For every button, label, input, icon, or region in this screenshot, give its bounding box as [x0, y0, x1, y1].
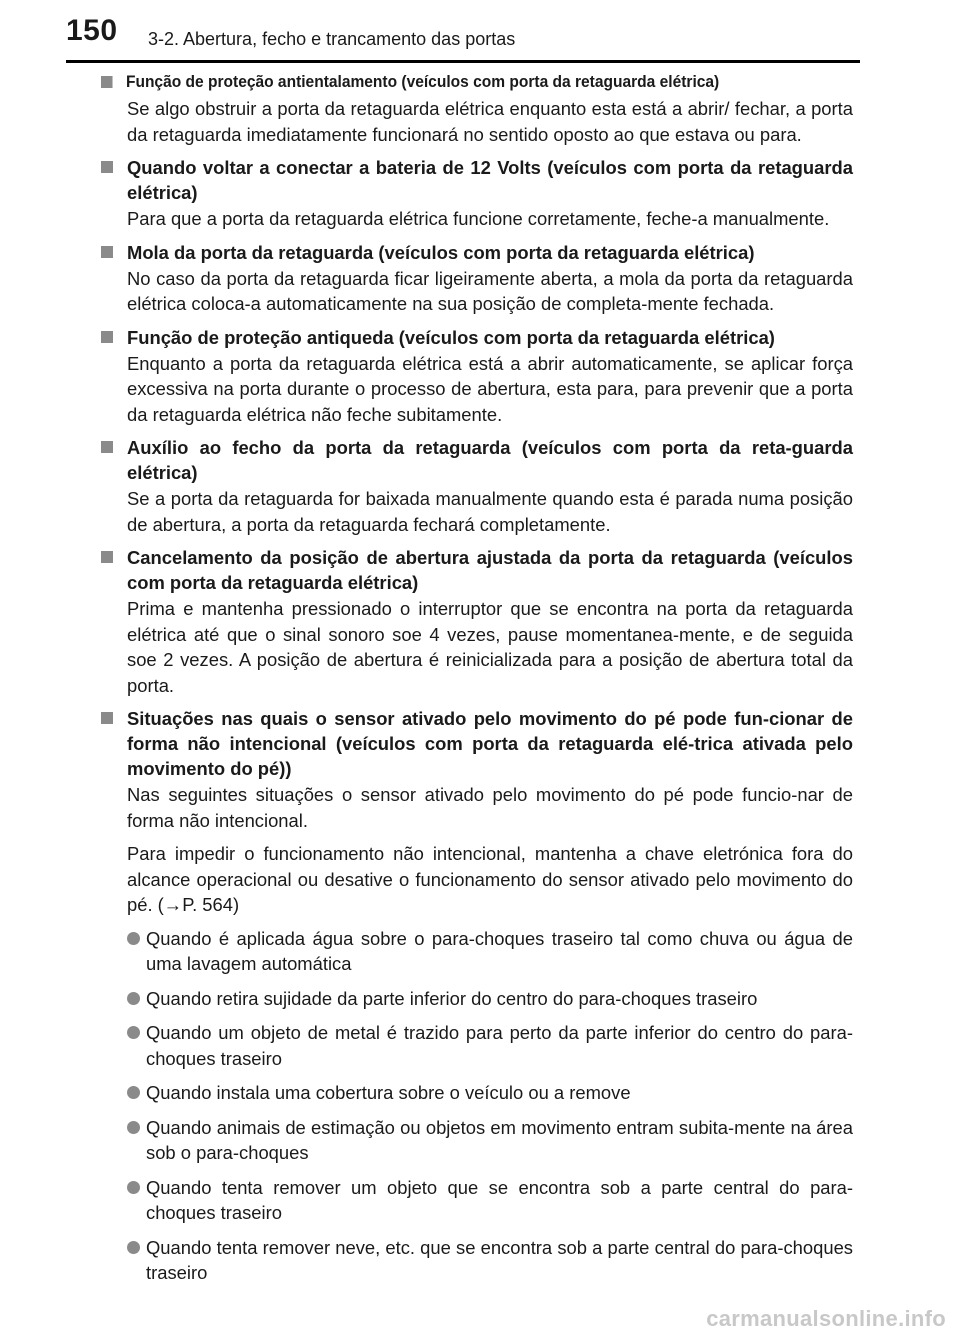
round-bullet-icon	[127, 1086, 140, 1099]
chapter-title: 3-2. Abertura, fecho e trancamento das portas	[148, 29, 516, 49]
section-paragraph: Se algo obstruir a porta da retaguarda elétrica enquanto esta está a abrir/ fechar, a porta da retaguarda imediatamente funcionará no sentido oposto ao que estava ou para.	[127, 98, 853, 145]
section-heading: Função de proteção antiqueda (veículos com porta da retaguarda elétrica)	[101, 325, 853, 350]
section-cancel-open-position	[101, 545, 853, 698]
list-item: Quando é aplicada água sobre o para-choques traseiro tal como chuva ou água de uma lavagem automática	[101, 926, 853, 977]
list-item: Quando instala uma cobertura sobre o veículo ou a remove	[101, 1080, 853, 1106]
page-number: 150	[66, 14, 118, 47]
section-battery-reconnect	[101, 155, 853, 232]
square-bullet-icon	[101, 76, 113, 88]
section-heading: Situações nas quais o sensor ativado pelo movimento do pé pode fun-cionar de forma não intencional (veículos com porta da retaguarda elé-trica ativada pelo movimento do pé))	[101, 706, 853, 781]
page-content	[101, 70, 853, 1295]
section-heading: Cancelamento da posição de abertura ajustada da porta da retaguarda (veículos com porta da retaguarda elétrica)	[101, 545, 853, 595]
round-bullet-icon	[127, 1026, 140, 1039]
list-item: Quando tenta remover neve, etc. que se encontra sob a parte central do para-choques traseiro	[101, 1235, 853, 1286]
list-item: Quando tenta remover um objeto que se encontra sob a parte central do para-choques traseiro	[101, 1175, 853, 1226]
round-bullet-icon	[127, 1241, 140, 1254]
watermark: carmanualsonline.info	[706, 1306, 946, 1331]
list-item: Quando um objeto de metal é trazido para perto da parte inferior do centro do para-choques traseiro	[101, 1020, 853, 1071]
section-paragraph: Enquanto a porta da retaguarda elétrica está a abrir automaticamente, se aplicar força excessiva na porta durante o processo de abertura, esta para, para prevenir que a porta da retaguarda elétrica não feche subitamente.	[127, 352, 853, 425]
section-heading: Função de proteção antientalamento (veículos com porta da retaguarda elétrica)	[101, 70, 823, 95]
round-bullet-icon	[127, 1181, 140, 1194]
section-kick-sensor	[101, 706, 853, 1286]
section-anti-drop	[101, 325, 853, 428]
square-bullet-icon	[101, 441, 113, 453]
section-paragraph: Nas seguintes situações o sensor ativado pelo movimento do pé pode funcio-nar de forma não intencional.	[127, 784, 853, 831]
list-item: Quando animais de estimação ou objetos em movimento entram subita-mente na área sob o para-choques	[101, 1115, 853, 1166]
section-closing-assist	[101, 435, 853, 537]
bullet-list	[101, 926, 853, 1286]
section-paragraph: Se a porta da retaguarda for baixada manualmente quando esta é parada numa posição de abertura, a porta da retaguarda fechará completamente.	[127, 488, 853, 535]
square-bullet-icon	[101, 161, 113, 173]
section-door-spring	[101, 240, 853, 317]
section-paragraph: No caso da porta da retaguarda ficar ligeiramente aberta, a mola da porta da retaguarda elétrica coloca-a automaticamente na sua posição de completa-mente fechada.	[127, 267, 853, 314]
round-bullet-icon	[127, 1121, 140, 1134]
square-bullet-icon	[101, 551, 113, 563]
list-item: Quando retira sujidade da parte inferior do centro do para-choques traseiro	[101, 986, 853, 1012]
round-bullet-icon	[127, 932, 140, 945]
section-heading: Auxílio ao fecho da porta da retaguarda (veículos com porta da reta-guarda elétrica)	[101, 435, 853, 485]
page-header	[0, 0, 960, 62]
square-bullet-icon	[101, 712, 113, 724]
section-paragraph: Prima e mantenha pressionado o interruptor que se encontra na porta da retaguarda elétrica até que o sinal sonoro soe 4 vezes, pause momentanea-mente, e de seguida soe 2 vezes. A posição de abertura é reinicializada para a posição de abertura total da porta.	[127, 598, 853, 696]
square-bullet-icon	[101, 331, 113, 343]
section-heading: Quando voltar a conectar a bateria de 12 Volts (veículos com porta da retaguarda elétrica)	[101, 155, 853, 205]
square-bullet-icon	[101, 246, 113, 258]
section-paragraph: Para que a porta da retaguarda elétrica funcione corretamente, feche-a manualmente.	[127, 208, 830, 229]
section-paragraph: Para impedir o funcionamento não intencional, mantenha a chave eletrónica fora do alcance operacional ou desative o funcionamento do sensor ativado pelo movimento do pé. (→P. 564)	[127, 843, 853, 915]
header-divider	[66, 60, 860, 63]
section-anti-pinch	[101, 70, 853, 147]
round-bullet-icon	[127, 992, 140, 1005]
section-heading: Mola da porta da retaguarda (veículos com porta da retaguarda elétrica)	[101, 240, 853, 265]
